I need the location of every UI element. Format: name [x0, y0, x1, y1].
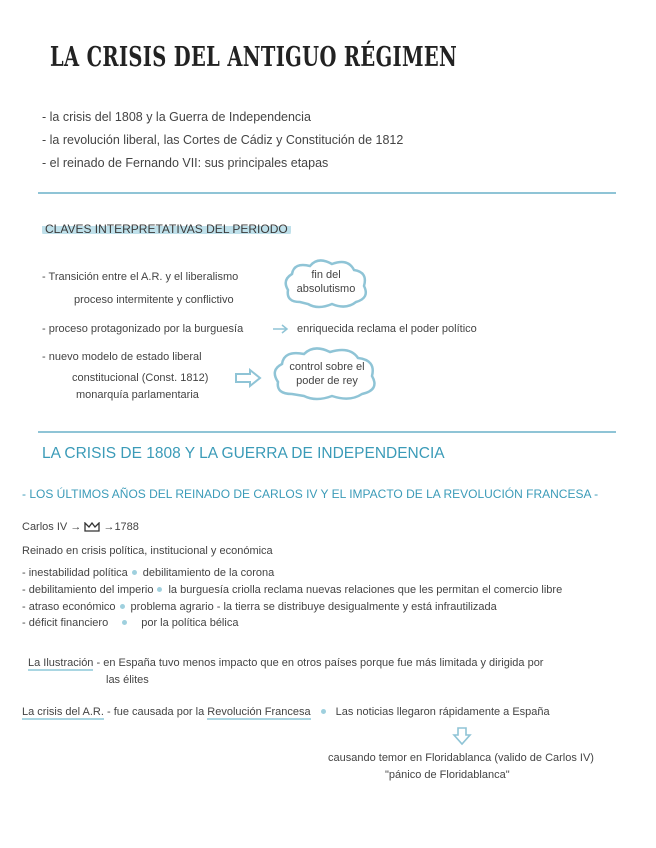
- crisis-item-right: problema agrario - la tierra se distribuye desigualmente y está infrautilizada: [130, 601, 497, 613]
- ilustracion-text2: las élites: [106, 674, 149, 686]
- modelo-line3: monarquía parlamentaria: [76, 389, 199, 401]
- ilustracion-label: La Ilustración: [28, 657, 94, 669]
- arrow-right-icon: →: [70, 521, 82, 533]
- bullet-icon: [321, 709, 326, 714]
- crisis-item-right: la burguesía criolla reclama nuevas relaciones que les permitan el comercio libre: [168, 584, 563, 596]
- ilustracion-line: [28, 657, 543, 669]
- crisis-item: [22, 601, 497, 613]
- burguesia-right: enriquecida reclama el poder político: [297, 323, 477, 335]
- crisis-item-left: - atraso económico: [22, 601, 116, 613]
- intro-item: - la revolución liberal, las Cortes de Cádiz y Constitución de 1812: [42, 133, 404, 147]
- temor-text: causando temor en Floridablanca (valido de Carlos IV): [328, 752, 594, 764]
- crisis-item-left: - inestabilidad política: [22, 567, 128, 579]
- crisis-item: [22, 567, 274, 579]
- claves-heading: CLAVES INTERPRETATIVAS DEL PERIODO: [42, 222, 291, 236]
- transition-sub: proceso intermitente y conflictivo: [74, 294, 234, 306]
- down-arrow-icon: [452, 726, 472, 746]
- crisis-item-left: - déficit financiero: [22, 617, 109, 629]
- intro-item: - el reinado de Fernando VII: sus principales etapas: [42, 156, 329, 170]
- reinado-line: Reinado en crisis política, institucional y económica: [22, 545, 273, 557]
- crisis-item: [22, 617, 238, 629]
- crisis-item: [22, 584, 562, 596]
- double-arrow-icon: [234, 368, 262, 388]
- bullet-icon: [122, 620, 127, 625]
- ilustracion-text: - en España tuvo menos impacto que en otros países porque fue más limitada y dirigida por: [96, 657, 544, 669]
- carlos-year: 1788: [114, 521, 139, 533]
- intro-item: - la crisis del 1808 y la Guerra de Independencia: [42, 110, 311, 124]
- bullet-icon: [132, 570, 137, 575]
- crisis-item-right: debilitamiento de la corona: [142, 567, 275, 579]
- bullet-icon: [157, 587, 162, 592]
- arrow-right-icon: →: [103, 521, 115, 533]
- arrow-right-icon: [272, 323, 290, 335]
- crisis-ar-label: La crisis del A.R.: [22, 706, 104, 718]
- crisis-item-left: - debilitamiento del imperio: [22, 584, 154, 596]
- burguesia-left: - proceso protagonizado por la burguesía: [42, 323, 244, 335]
- panico-text: "pánico de Floridablanca": [385, 769, 510, 781]
- divider: [38, 431, 616, 433]
- carlos-line: [22, 521, 139, 533]
- divider: [38, 192, 616, 194]
- revolucion-label: Revolución Francesa: [207, 706, 311, 718]
- crisis-item-right: por la política bélica: [141, 617, 239, 629]
- crisis-ar-line: [22, 706, 550, 718]
- modelo-line1: - nuevo modelo de estado liberal: [42, 351, 202, 363]
- cloud-text-fin-absolutismo: fin del absolutismo: [296, 269, 356, 295]
- transition-line: - Transición entre el A.R. y el liberalismo: [42, 271, 239, 283]
- page-title: LA CRISIS DEL ANTIGUO RÉGIMEN: [50, 42, 458, 73]
- section-heading: LA CRISIS DE 1808 Y LA GUERRA DE INDEPENDENCIA: [42, 445, 445, 462]
- noticias-text: Las noticias llegaron rápidamente a España: [335, 706, 550, 718]
- subsection-heading: - LOS ÚLTIMOS AÑOS DEL REINADO DE CARLOS IV Y EL IMPACTO DE LA REVOLUCIÓN FRANCESA -: [22, 487, 599, 501]
- modelo-line2: constitucional (Const. 1812): [72, 372, 209, 384]
- bullet-icon: [120, 604, 125, 609]
- carlos-name: Carlos IV: [22, 521, 68, 533]
- crisis-ar-mid: - fue causada por la: [106, 706, 205, 718]
- cloud-text-control-rey: control sobre el poder de rey: [289, 361, 365, 387]
- crown-icon: [84, 522, 100, 532]
